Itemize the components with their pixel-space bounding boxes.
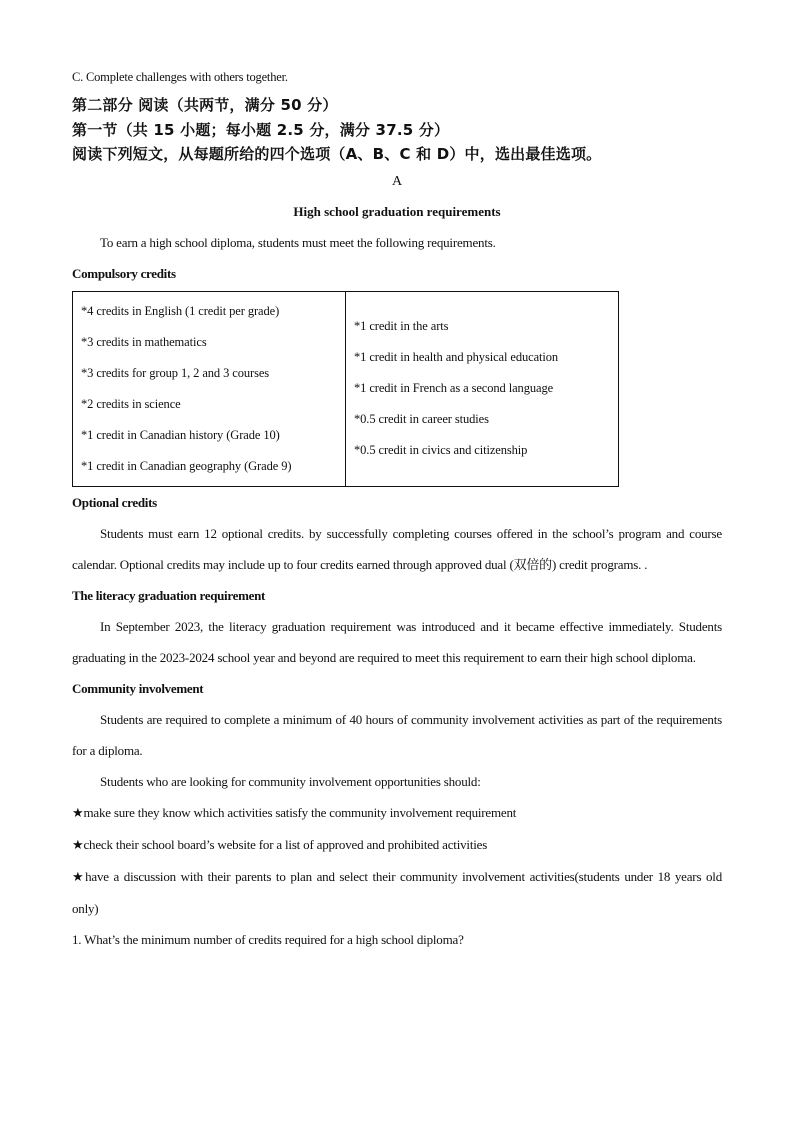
credit-item: *2 credits in science bbox=[81, 396, 181, 411]
community-bullet bbox=[72, 861, 722, 924]
compulsory-heading: Compulsory credits bbox=[72, 265, 176, 281]
credit-item: *4 credits in English (1 credit per grade) bbox=[81, 303, 280, 318]
community-bullet bbox=[72, 797, 722, 829]
question-1: 1. What’s the minimum number of credits required for a high school diploma? bbox=[72, 931, 464, 947]
community-text: Students are required to complete a minimum of 40 hours of community involvement activities as part of the requirements for a diploma. bbox=[72, 711, 722, 758]
literacy-text: In September 2023, the literacy graduation requirement was introduced and it became effective immediately. Students graduating in the 2023-2024 school year and beyond are required to meet this requirement to earn their high school diploma. bbox=[72, 618, 722, 665]
optional-text: Students must earn 12 optional credits. by successfully completing courses offered in the school’s program and course calendar. Optional credits may include up to four credits earned through approved dual (双倍的) credit programs. . bbox=[72, 525, 722, 572]
passage-intro: To earn a high school diploma, students must meet the following requirements. bbox=[100, 234, 496, 250]
document-page bbox=[72, 62, 722, 955]
passage-title: High school graduation requirements bbox=[293, 203, 501, 219]
instruction: 阅读下列短文，从每题所给的四个选项（A、B、C 和 D）中，选出最佳选项。 bbox=[72, 145, 602, 163]
community-lead: Students who are looking for community involvement opportunities should: bbox=[100, 773, 481, 789]
community-bullet bbox=[72, 829, 722, 861]
credit-item: *1 credit in Canadian history (Grade 10) bbox=[81, 427, 280, 442]
section-title: 第一节（共 15 小题；每小题 2.5 分，满分 37.5 分） bbox=[72, 120, 450, 139]
compulsory-left-column bbox=[73, 291, 346, 486]
credit-item: *0.5 credit in civics and citizenship bbox=[354, 443, 528, 457]
credit-item: *3 credits for group 1, 2 and 3 courses bbox=[81, 365, 270, 380]
compulsory-right-column bbox=[346, 291, 619, 486]
part-title: 第二部分 阅读（共两节，满分 50 分） bbox=[72, 96, 338, 114]
optional-heading: Optional credits bbox=[72, 494, 157, 510]
star-bullet-icon: ★ bbox=[72, 837, 84, 853]
credit-item: *0.5 credit in career studies bbox=[354, 412, 489, 426]
literacy-heading: The literacy graduation requirement bbox=[72, 587, 266, 603]
bullet-text: check their school board’s website for a list of approved and prohibited activities bbox=[83, 836, 488, 852]
previous-option-c: C. Complete challenges with others together. bbox=[72, 70, 288, 84]
credit-item: *1 credit in the arts bbox=[354, 319, 449, 333]
community-heading: Community involvement bbox=[72, 680, 204, 696]
bullet-text: make sure they know which activities satisfy the community involvement requirement bbox=[83, 804, 517, 820]
credit-item: *1 credit in Canadian geography (Grade 9) bbox=[81, 458, 292, 473]
passage-letter: A bbox=[391, 173, 403, 189]
star-bullet-icon: ★ bbox=[72, 805, 84, 821]
star-bullet-icon: ★ bbox=[72, 869, 86, 885]
credit-item: *3 credits in mathematics bbox=[81, 334, 207, 349]
credit-item: *1 credit in health and physical education bbox=[354, 350, 559, 364]
bullet-text: have a discussion with their parents to plan and select their community involvement activities(students under 18 years old only) bbox=[72, 868, 722, 916]
compulsory-credits-table bbox=[72, 291, 619, 487]
credit-item: *1 credit in French as a second language bbox=[354, 381, 554, 395]
